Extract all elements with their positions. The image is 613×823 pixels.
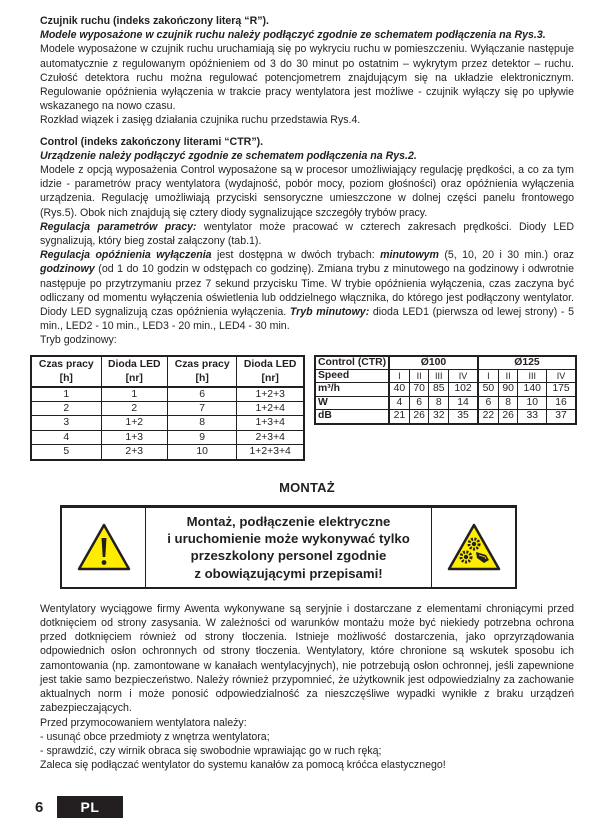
table-cell: 21 bbox=[389, 410, 409, 424]
table-header: Czas pracy bbox=[167, 356, 236, 372]
montaz-section bbox=[40, 602, 574, 772]
table-cell: 22 bbox=[478, 410, 498, 424]
recommendation: Zaleca się podłączać wentylator do systemu kanałów za pomocą króćca elastycznego! bbox=[40, 759, 446, 772]
table-row bbox=[31, 387, 304, 402]
minute-mode: minutowym bbox=[380, 249, 439, 262]
table-cell: 1 bbox=[31, 387, 101, 402]
table-corner: Control (CTR) bbox=[315, 356, 389, 370]
warning-icon-cell bbox=[62, 508, 146, 587]
reg-delay-paragraph bbox=[40, 248, 574, 333]
table-cell: I bbox=[389, 370, 409, 383]
table-cell: 8 bbox=[429, 396, 449, 409]
table-cell: 102 bbox=[449, 383, 478, 396]
warning-message bbox=[146, 508, 431, 587]
group-header-100: Ø100 bbox=[389, 356, 478, 370]
table-row bbox=[31, 402, 304, 416]
table-cell: 6 bbox=[478, 396, 498, 409]
reg-delay-text: jest dostępna w dwóch trybach: bbox=[211, 249, 381, 262]
table-cell: 10 bbox=[167, 445, 236, 460]
table-row bbox=[315, 356, 576, 370]
table-header-unit: [nr] bbox=[101, 372, 167, 387]
tables-row bbox=[40, 355, 574, 467]
table-cell: 1 bbox=[101, 387, 167, 402]
control-heading: Control (indeks zakończony literami “CTR”). bbox=[40, 135, 264, 148]
reg-delay-text: (5, 10, 20 i 30 min.) oraz bbox=[438, 249, 575, 262]
table-cell: 1+3 bbox=[101, 430, 167, 444]
table-cell: 70 bbox=[409, 383, 429, 396]
table-cell: 1+2 bbox=[101, 416, 167, 430]
table-cell: 1+3+4 bbox=[237, 416, 304, 430]
table-cell: 40 bbox=[389, 383, 409, 396]
table-cell: 85 bbox=[429, 383, 449, 396]
mounting-step: - sprawdzić, czy wirnik obraca się swobodnie wprawiając go w ruch ręką; bbox=[40, 744, 382, 757]
table-cell: III bbox=[518, 370, 547, 383]
hour-mode: godzinowy bbox=[40, 263, 95, 276]
table-cell: 33 bbox=[518, 410, 547, 424]
reg-delay-text: (od 1 do 10 godzin w odstępach co godzinę). Zmiana trybu z minutowego na godzinowy i odwrotnie następuje po przytrzymaniu przez 7 sekund przycisku Time. W trybie opóźnienia wyłączenia, czas zaczyna być odliczany od momentu wyłączenia oświetlenia lub oddzielnego włącznika, do którego jest podłączony wentylator. Diody LED sygnalizują czas opóźnienia wyłączenia. bbox=[40, 263, 574, 319]
table-header: Dioda LED bbox=[101, 356, 167, 372]
warning-line: Montaż, podłączenie elektryczne bbox=[186, 513, 391, 529]
mounting-step: - usunąć obce przedmioty z wnętrza wentylatora; bbox=[40, 730, 270, 743]
table-cell: 16 bbox=[547, 396, 576, 409]
table-row bbox=[31, 445, 304, 460]
page-footer bbox=[35, 796, 123, 818]
reg-params-paragraph bbox=[40, 220, 574, 248]
hour-mode-label: Tryb godzinowy: bbox=[40, 334, 117, 347]
before-mounting-label: Przed przymocowaniem wentylatora należy: bbox=[40, 716, 247, 729]
table-cell: 6 bbox=[167, 387, 236, 402]
table-cell: 6 bbox=[409, 396, 429, 409]
table-cell: 7 bbox=[167, 402, 236, 416]
table-header-unit: [nr] bbox=[237, 372, 304, 387]
table-row bbox=[315, 410, 576, 424]
table-cell: 2+3 bbox=[101, 445, 167, 460]
table-cell: 4 bbox=[389, 396, 409, 409]
table-cell: 50 bbox=[478, 383, 498, 396]
table-cell: 2 bbox=[101, 402, 167, 416]
table-cell: IV bbox=[547, 370, 576, 383]
reg-delay-label: Regulacja opóźnienia wyłączenia bbox=[40, 249, 212, 262]
table-cell: II bbox=[498, 370, 518, 383]
table-cell: 2 bbox=[31, 402, 101, 416]
table-cell: 4 bbox=[31, 430, 101, 444]
language-badge: PL bbox=[57, 796, 123, 818]
control-section bbox=[40, 135, 574, 348]
row-label: W bbox=[315, 396, 389, 409]
table-cell: 90 bbox=[498, 383, 518, 396]
table-header: Czas pracy bbox=[31, 356, 101, 372]
warning-line: z obowiązującymi przepisami! bbox=[194, 565, 383, 581]
table-row bbox=[31, 416, 304, 430]
table-cell: 14 bbox=[449, 396, 478, 409]
table-cell: IV bbox=[449, 370, 478, 383]
document-page bbox=[40, 14, 574, 772]
table-row bbox=[315, 370, 576, 383]
table-cell: 37 bbox=[547, 410, 576, 424]
table-cell: 5 bbox=[31, 445, 101, 460]
table-cell: 9 bbox=[167, 430, 236, 444]
table-cell: II bbox=[409, 370, 429, 383]
row-label: m³/h bbox=[315, 383, 389, 396]
rotating-parts-hazard-icon bbox=[446, 522, 502, 572]
motion-sensor-section bbox=[40, 14, 574, 128]
row-label: dB bbox=[315, 410, 389, 424]
control-subheading: Urządzenie należy podłączyć zgodnie ze schematem podłączenia na Rys.2. bbox=[40, 149, 417, 162]
table-cell: 8 bbox=[167, 416, 236, 430]
table-row bbox=[315, 396, 576, 409]
table-cell: 1+2+3+4 bbox=[237, 445, 304, 460]
table-cell: 1+2+3 bbox=[237, 387, 304, 402]
warning-line: i uruchomienie może wykonywać tylko bbox=[167, 530, 410, 546]
minute-mode-text: dioda LED1 (pierwsza od lewej strony) - 5 min., LED2 - 10 min., LED3 - 20 min., LED4 - 30 min. bbox=[40, 306, 574, 333]
group-header-125: Ø125 bbox=[478, 356, 576, 370]
minute-mode-label: Tryb minutowy: bbox=[289, 306, 370, 319]
table-cell: 1+2+4 bbox=[237, 402, 304, 416]
hour-mode-table bbox=[30, 355, 305, 461]
table-header-unit: [h] bbox=[31, 372, 101, 387]
table-header-unit: [h] bbox=[167, 372, 236, 387]
table-cell: 2+3+4 bbox=[237, 430, 304, 444]
motion-sensor-note: Rozkład wiązek i zasięg działania czujnika ruchu przedstawia Rys.4. bbox=[40, 114, 361, 127]
row-label: Speed bbox=[315, 370, 389, 383]
table-row bbox=[315, 383, 576, 396]
table-cell: 35 bbox=[449, 410, 478, 424]
table-cell: 8 bbox=[498, 396, 518, 409]
hazard-icon-cell bbox=[431, 508, 515, 587]
montaz-paragraph: Wentylatory wyciągowe firmy Awenta wykonywane są seryjnie i dostarczane z elementami chroniącymi przed dotknięciem od strony zasysania. W zależności od warunków montażu może być niekiedy potrzebna ochrona przed dotknięciem również od strony tłoczenia. Istnieje możliwość dostarczenia, jako oprzyrządowania odpowiednich osłon ochronnych od strony tłoczenia. Wentylatory, które chronione są wskutek sposobu ich zamontowania (np. zamontowane w kanałach wentylacyjnych), nie potrzebują osłon ochronnej, jeśli zapewnione jest takie samo bezpieczeństwo. Należy również przypomnieć, że użytkownik jest odpowiedzialny za zachowanie aktualnych norm i może ponosić odpowiedzialność za nieszczęśliwe wypadki wynikłe z braku urządzeń zabezpieczających. bbox=[40, 602, 574, 715]
warning-line: przeszkolony personel zgodnie bbox=[190, 548, 387, 564]
table-cell: 10 bbox=[518, 396, 547, 409]
table-cell: 26 bbox=[498, 410, 518, 424]
table-cell: 140 bbox=[518, 383, 547, 396]
table-row bbox=[31, 430, 304, 444]
motion-sensor-paragraph: Modele wyposażone w czujnik ruchu uruchamiają się po wykryciu ruchu w pomieszczeniu. Wyłączanie następuje automatycznie z regulowanym opóźnieniem od 3 do 30 minut po ostatnim – wykrytym przez detektor – ruchu. Czułość detektora ruchu można regulować potencjometrem znajdującym się na układzie elektronicznym. Regulowanie opóźnienia wyłączenia w trakcie pracy wentylatora jest możliwe - czujnik wyłączy się po upływie wskazanego na nowo czasu. bbox=[40, 43, 574, 113]
reg-params-text: wentylator może pracować w czterech zakresach prędkości. Diody LED sygnalizują, który bieg został załączony (tab.1). bbox=[40, 220, 575, 248]
control-paragraph: Modele z opcją wyposażenia Control wyposażone są w procesor umożliwiający regulację prędkości, a co za tym idzie - parametrów pracy wentylatora (wydajność, pobór mocy, poziom głośności) oraz opóźnienia wyłączenia urządzenia. Regulację umożliwiają przyciski sensoryczne umieszczone w dolnej części panelu frontowego (Rys.5). Obok nich znajdują się cztery diody sygnalizujące szczegóły trybów pracy. bbox=[40, 164, 574, 219]
ctr-specs-table bbox=[314, 355, 577, 425]
table-cell: 32 bbox=[429, 410, 449, 424]
motion-sensor-subheading: Modele wyposażone w czujnik ruchu należy podłączyć zgodnie ze schematem podłączenia na Rys.3. bbox=[40, 29, 546, 42]
table-cell: 3 bbox=[31, 416, 101, 430]
montaz-heading: MONTAŻ bbox=[279, 479, 335, 495]
motion-sensor-heading: Czujnik ruchu (indeks zakończony literą “R”). bbox=[40, 15, 269, 27]
table-cell: I bbox=[478, 370, 498, 383]
table-cell: 175 bbox=[547, 383, 576, 396]
warning-exclamation-icon bbox=[76, 522, 132, 572]
reg-params-label: Regulacja parametrów pracy: bbox=[40, 220, 197, 233]
page-number: 6 bbox=[35, 798, 44, 816]
table-cell: 26 bbox=[409, 410, 429, 424]
table-cell: III bbox=[429, 370, 449, 383]
table-header: Dioda LED bbox=[237, 356, 304, 372]
safety-warning-box bbox=[60, 505, 517, 589]
